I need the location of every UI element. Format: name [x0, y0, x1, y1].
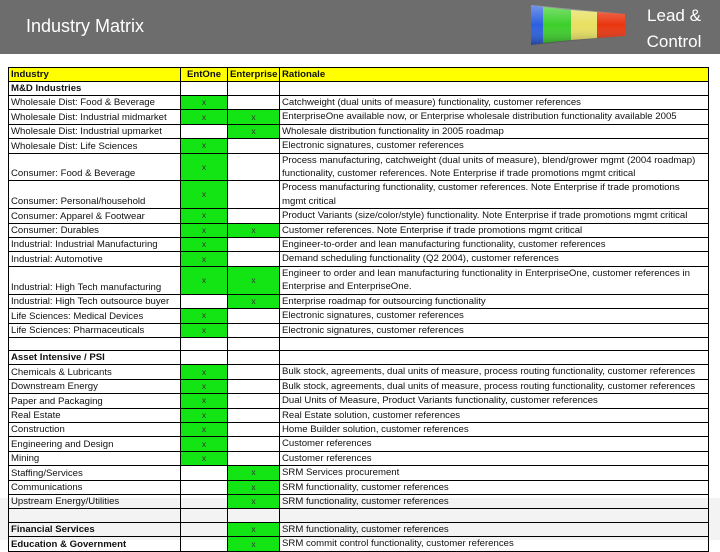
slide-header: [0, 0, 720, 54]
industry-cell: Industrial: Automotive: [9, 252, 181, 266]
enterprise-cell: [228, 309, 280, 323]
entone-cell: x: [181, 309, 228, 323]
industry-cell: Asset Intensive / PSI: [9, 351, 181, 365]
entone-cell: x: [181, 437, 228, 451]
section-row: [9, 351, 709, 365]
industry-cell: Consumer: Durables: [9, 223, 181, 237]
entone-cell: x: [181, 451, 228, 465]
enterprise-cell: [228, 423, 280, 437]
enterprise-cell: [228, 408, 280, 422]
table-header-row: [9, 68, 709, 82]
enterprise-cell: [228, 351, 280, 365]
enterprise-cell: x: [228, 110, 280, 124]
rationale-cell: Bulk stock, agreements, dual units of measure, process routing functionality, customer references: [280, 365, 709, 379]
table-row: [9, 124, 709, 138]
enterprise-cell: [228, 379, 280, 393]
rationale-cell: Customer references: [280, 451, 709, 465]
section-row: [9, 522, 709, 536]
table-row: [9, 294, 709, 308]
industry-cell: Industrial: High Tech outsource buyer: [9, 294, 181, 308]
lead-control-label: Lead & Control: [646, 6, 702, 51]
industry-cell: Wholesale Dist: Industrial midmarket: [9, 110, 181, 124]
table-row: [9, 209, 709, 223]
table-row: [9, 437, 709, 451]
enterprise-cell: [228, 509, 280, 523]
rationale-cell: [280, 337, 709, 351]
rationale-cell: SRM functionality, customer references: [280, 522, 709, 536]
enterprise-cell: [228, 394, 280, 408]
industry-cell: Communications: [9, 480, 181, 494]
entone-cell: x: [181, 209, 228, 223]
enterprise-cell: x: [228, 223, 280, 237]
rationale-cell: Home Builder solution, customer references: [280, 423, 709, 437]
table-row: [9, 365, 709, 379]
entone-cell: [181, 495, 228, 509]
enterprise-cell: x: [228, 495, 280, 509]
table-row: [9, 96, 709, 110]
industry-cell: Wholesale Dist: Industrial upmarket: [9, 124, 181, 138]
rationale-cell: Process manufacturing, catchweight (dual units of measure), blend/grower mgmt (2004 roadmap) functionality, customer references. Note Enterprise if trade promotions mgmt critical: [280, 153, 709, 181]
enterprise-cell: [228, 437, 280, 451]
rationale-cell: Real Estate solution, customer references: [280, 408, 709, 422]
industry-cell: Consumer: Apparel & Footwear: [9, 209, 181, 223]
rationale-cell: Product Variants (size/color/style) functionality. Note Enterprise if trade promotions mgmt critical: [280, 209, 709, 223]
entone-cell: [181, 466, 228, 480]
industry-cell: Chemicals & Lubricants: [9, 365, 181, 379]
page-title: Industry Matrix: [26, 16, 145, 36]
entone-cell: [181, 509, 228, 523]
rationale-cell: SRM commit control functionality, customer references: [280, 537, 709, 551]
entone-cell: [181, 124, 228, 138]
entone-cell: x: [181, 379, 228, 393]
rationale-cell: Process manufacturing functionality, customer references. Note Enterprise if trade promotions mgmt critical: [280, 181, 709, 209]
enterprise-cell: [228, 238, 280, 252]
entone-cell: [181, 522, 228, 536]
rationale-cell: SRM Services procurement: [280, 466, 709, 480]
table-row: [9, 153, 709, 181]
industry-cell: Downstream Energy: [9, 379, 181, 393]
table-row: [9, 509, 709, 523]
rationale-cell: Enterprise roadmap for outsourcing functionality: [280, 294, 709, 308]
enterprise-cell: [228, 365, 280, 379]
entone-cell: x: [181, 153, 228, 181]
enterprise-cell: [228, 337, 280, 351]
entone-cell: [181, 82, 228, 96]
section-row: [9, 82, 709, 96]
table-row: [9, 423, 709, 437]
industry-cell: [9, 509, 181, 523]
industry-cell: Education & Government: [9, 537, 181, 551]
rationale-cell: [280, 351, 709, 365]
entone-cell: [181, 294, 228, 308]
industry-cell: Life Sciences: Pharmaceuticals: [9, 323, 181, 337]
industry-cell: Wholesale Dist: Life Sciences: [9, 139, 181, 153]
entone-cell: [181, 337, 228, 351]
rationale-cell: Engineer-to-order and lean manufacturing functionality, customer references: [280, 238, 709, 252]
column-header-rationale: Rationale: [280, 68, 709, 82]
enterprise-cell: [228, 323, 280, 337]
entone-cell: x: [181, 110, 228, 124]
industry-cell: Financial Services: [9, 522, 181, 536]
enterprise-cell: [228, 96, 280, 110]
enterprise-cell: [228, 252, 280, 266]
rationale-cell: Customer references: [280, 437, 709, 451]
industry-cell: Paper and Packaging: [9, 394, 181, 408]
entone-cell: x: [181, 365, 228, 379]
table-row: [9, 495, 709, 509]
enterprise-cell: x: [228, 294, 280, 308]
rationale-cell: [280, 509, 709, 523]
enterprise-cell: x: [228, 480, 280, 494]
rationale-cell: Electronic signatures, customer references: [280, 323, 709, 337]
industry-cell: Industrial: High Tech manufacturing: [9, 266, 181, 294]
industry-cell: Real Estate: [9, 408, 181, 422]
entone-cell: x: [181, 139, 228, 153]
enterprise-cell: [228, 209, 280, 223]
industry-cell: Upstream Energy/Utilities: [9, 495, 181, 509]
industry-cell: Engineering and Design: [9, 437, 181, 451]
enterprise-cell: x: [228, 124, 280, 138]
rationale-cell: Demand scheduling functionality (Q2 2004), customer references: [280, 252, 709, 266]
rationale-cell: SRM functionality, customer references: [280, 480, 709, 494]
entone-cell: x: [181, 423, 228, 437]
industry-cell: Industrial: Industrial Manufacturing: [9, 238, 181, 252]
industry-cell: Consumer: Food & Beverage: [9, 153, 181, 181]
rationale-cell: Dual Units of Measure, Product Variants functionality, customer references: [280, 394, 709, 408]
rationale-cell: Wholesale distribution functionality in 2005 roadmap: [280, 124, 709, 138]
table-row: [9, 337, 709, 351]
entone-cell: x: [181, 394, 228, 408]
rationale-cell: SRM functionality, customer references: [280, 495, 709, 509]
table-row: [9, 266, 709, 294]
entone-cell: [181, 480, 228, 494]
industry-cell: Wholesale Dist: Food & Beverage: [9, 96, 181, 110]
enterprise-cell: [228, 153, 280, 181]
enterprise-cell: x: [228, 266, 280, 294]
entone-cell: x: [181, 238, 228, 252]
table-row: [9, 252, 709, 266]
column-header-enterprise: Enterprise: [228, 68, 280, 82]
rationale-cell: Electronic signatures, customer references: [280, 309, 709, 323]
rationale-cell: Electronic signatures, customer references: [280, 139, 709, 153]
entone-cell: x: [181, 223, 228, 237]
entone-cell: x: [181, 323, 228, 337]
enterprise-cell: [228, 451, 280, 465]
entone-cell: [181, 351, 228, 365]
industry-cell: Mining: [9, 451, 181, 465]
entone-cell: [181, 537, 228, 551]
column-header-entone: EntOne: [181, 68, 228, 82]
enterprise-cell: x: [228, 466, 280, 480]
rationale-cell: [280, 82, 709, 96]
table-row: [9, 466, 709, 480]
industry-cell: [9, 337, 181, 351]
industry-cell: Construction: [9, 423, 181, 437]
table-row: [9, 480, 709, 494]
rationale-cell: Customer references. Note Enterprise if trade promotions mgmt critical: [280, 223, 709, 237]
column-header-industry: Industry: [9, 68, 181, 82]
enterprise-cell: [228, 181, 280, 209]
table-row: [9, 323, 709, 337]
table-row: [9, 408, 709, 422]
rationale-cell: EnterpriseOne available now, or Enterprise wholesale distribution functionality available 2005: [280, 110, 709, 124]
industry-cell: Life Sciences: Medical Devices: [9, 309, 181, 323]
industry-cell: Staffing/Services: [9, 466, 181, 480]
industry-cell: Consumer: Personal/household: [9, 181, 181, 209]
enterprise-cell: [228, 139, 280, 153]
industry-matrix-table: [8, 67, 709, 552]
entone-cell: x: [181, 252, 228, 266]
table-row: [9, 394, 709, 408]
table-row: [9, 181, 709, 209]
industry-cell: M&D Industries: [9, 82, 181, 96]
table-row: [9, 238, 709, 252]
entone-cell: x: [181, 181, 228, 209]
table-row: [9, 379, 709, 393]
table-row: [9, 139, 709, 153]
entone-cell: x: [181, 266, 228, 294]
enterprise-cell: x: [228, 522, 280, 536]
funnel-logo-icon: [529, 5, 639, 45]
table-row: [9, 223, 709, 237]
rationale-cell: Engineer to order and lean manufacturing functionality in EnterpriseOne, customer references in Enterprise and EnterpriseOne.: [280, 266, 709, 294]
enterprise-cell: [228, 82, 280, 96]
section-row: [9, 537, 709, 551]
rationale-cell: Catchweight (dual units of measure) functionality, customer references: [280, 96, 709, 110]
entone-cell: x: [181, 408, 228, 422]
table-row: [9, 309, 709, 323]
table-row: [9, 451, 709, 465]
table-row: [9, 110, 709, 124]
entone-cell: x: [181, 96, 228, 110]
enterprise-cell: x: [228, 537, 280, 551]
rationale-cell: Bulk stock, agreements, dual units of measure, process routing functionality, customer references: [280, 379, 709, 393]
